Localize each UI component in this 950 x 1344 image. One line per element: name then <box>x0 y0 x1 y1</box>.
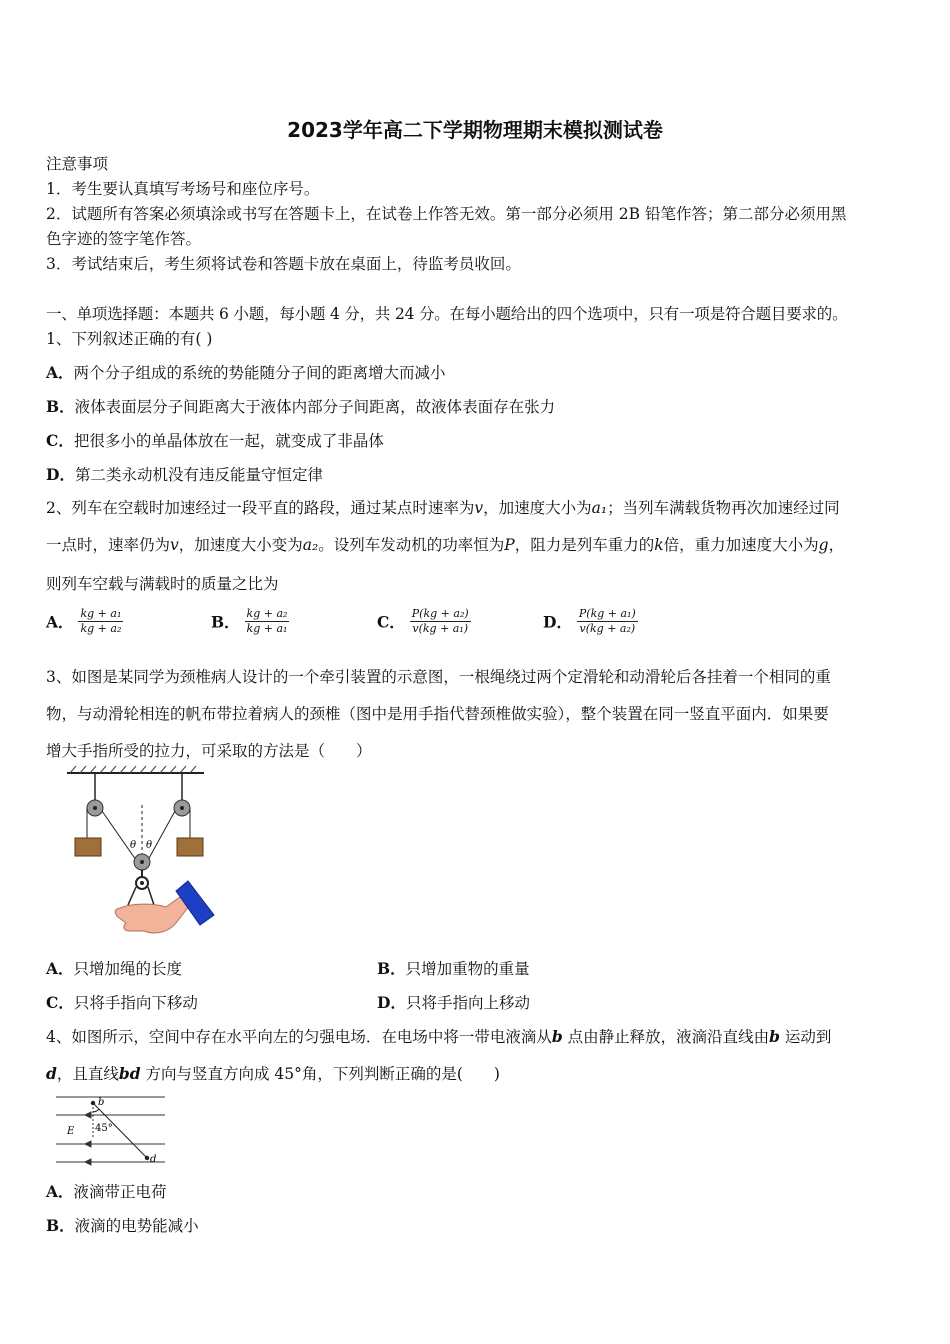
question-2-line-1: 2、列车在空载时加速经过一段平直的路段，通过某点时速率为v，加速度大小为a₁；当列车满载货物再次加速经过同 <box>46 499 840 517</box>
q4-option-a[interactable]: A．液滴带正电荷 <box>46 1182 167 1201</box>
question-4-line-1: 4、如图所示，空间中存在水平向左的匀强电场．在电场中将一带电液滴从b 点由静止释放，液滴沿直线由b 运动到 <box>46 1027 832 1046</box>
notice-item: 1．考生要认真填写考场号和座位序号。 <box>46 180 320 198</box>
notice-item: 色字迹的签字笔作答。 <box>46 230 202 248</box>
fraction: $\frac{\text{kg + a₂}}{\text{kg + a₁}}$ <box>246 607 288 635</box>
field-e-label: E <box>67 1126 75 1137</box>
q1-option-b[interactable]: B．液体表面层分子间距离大于液体内部分子间距离，故液体表面存在张力 <box>46 397 556 416</box>
section-header: 一、单项选择题：本题共 6 小题，每小题 4 分，共 24 分。在每小题给出的四个选项中，只有一项是符合题目要求的。 <box>46 305 848 323</box>
fraction: $\frac{\text{kg + a₁}}{\text{kg + a₂}}$ <box>80 607 122 635</box>
q3-option-b[interactable]: B．只增加重物的重量 <box>377 959 530 978</box>
question-3-line-1: 3、如图是某同学为颈椎病人设计的一个牵引装置的示意图，一根绳绕过两个定滑轮和动滑轮后各挂着一个相同的重 <box>46 668 831 686</box>
question-1-stem: 1、下列叙述正确的有( ) <box>46 330 213 348</box>
notice-item: 2．试题所有答案必须填涂或书写在答题卡上，在试卷上作答无效。第一部分必须用 2B 铅笔作答；第二部分必须用黑 <box>46 205 847 223</box>
fraction: $\frac{\text{P(kg + a₁)}}{\text{v(kg + a₂)}}$ <box>578 607 636 635</box>
theta-right-label: θ <box>146 840 153 851</box>
question-2-line-3: 则列车空载与满载时的质量之比为 <box>46 575 279 593</box>
notice-heading: 注意事项 <box>46 155 109 173</box>
q2-option-c[interactable]: C． $\frac{\text{P(kg + a₂)}}{\text{v(kg + a₁)}}$ <box>377 607 469 635</box>
angle-label: 45° <box>95 1123 113 1134</box>
q3-option-c[interactable]: C．只将手指向下移动 <box>46 993 198 1012</box>
theta-left-label: θ <box>130 840 137 851</box>
pulley-diagram <box>62 765 227 945</box>
question-2-line-2: 一点时，速率仍为v，加速度大小变为a₂。设列车发动机的功率恒为P，阻力是列车重力的k倍，重力加速度大小为g， <box>46 536 845 554</box>
q4-option-b[interactable]: B．液滴的电势能减小 <box>46 1216 199 1235</box>
fraction: $\frac{\text{P(kg + a₂)}}{\text{v(kg + a₁)}}$ <box>411 607 469 635</box>
electric-field-diagram <box>55 1092 167 1167</box>
q2-option-d[interactable]: D． $\frac{\text{P(kg + a₁)}}{\text{v(kg + a₂)}}$ <box>543 607 636 635</box>
question-3-line-2: 物，与动滑轮相连的帆布带拉着病人的颈椎（图中是用手指代替颈椎做实验），整个装置在同一竖直平面内．如果要 <box>46 705 829 723</box>
q1-option-a[interactable]: A．两个分子组成的系统的势能随分子间的距离增大而减小 <box>46 363 446 382</box>
q2-option-a[interactable]: A． $\frac{\text{kg + a₁}}{\text{kg + a₂}}$ <box>46 607 122 635</box>
q1-option-c[interactable]: C．把很多小的单晶体放在一起，就变成了非晶体 <box>46 431 384 450</box>
q2-option-b[interactable]: B． $\frac{\text{kg + a₂}}{\text{kg + a₁}}$ <box>211 607 288 635</box>
page-title: 2023学年高二下学期物理期末模拟测试卷 <box>287 118 663 142</box>
question-4-line-2: d，且直线bd 方向与竖直方向成 45°角，下列判断正确的是( ) <box>46 1064 500 1083</box>
q3-option-d[interactable]: D．只将手指向上移动 <box>377 993 530 1012</box>
point-b-label: b <box>98 1097 105 1108</box>
point-d-label: d <box>150 1154 157 1165</box>
notice-item: 3．考试结束后，考生须将试卷和答题卡放在桌面上，待监考员收回。 <box>46 255 521 273</box>
q3-option-a[interactable]: A．只增加绳的长度 <box>46 959 183 978</box>
q1-option-d[interactable]: D．第二类永动机没有违反能量守恒定律 <box>46 465 323 484</box>
question-3-line-3: 增大手指所受的拉力，可采取的方法是（ ） <box>46 742 372 760</box>
